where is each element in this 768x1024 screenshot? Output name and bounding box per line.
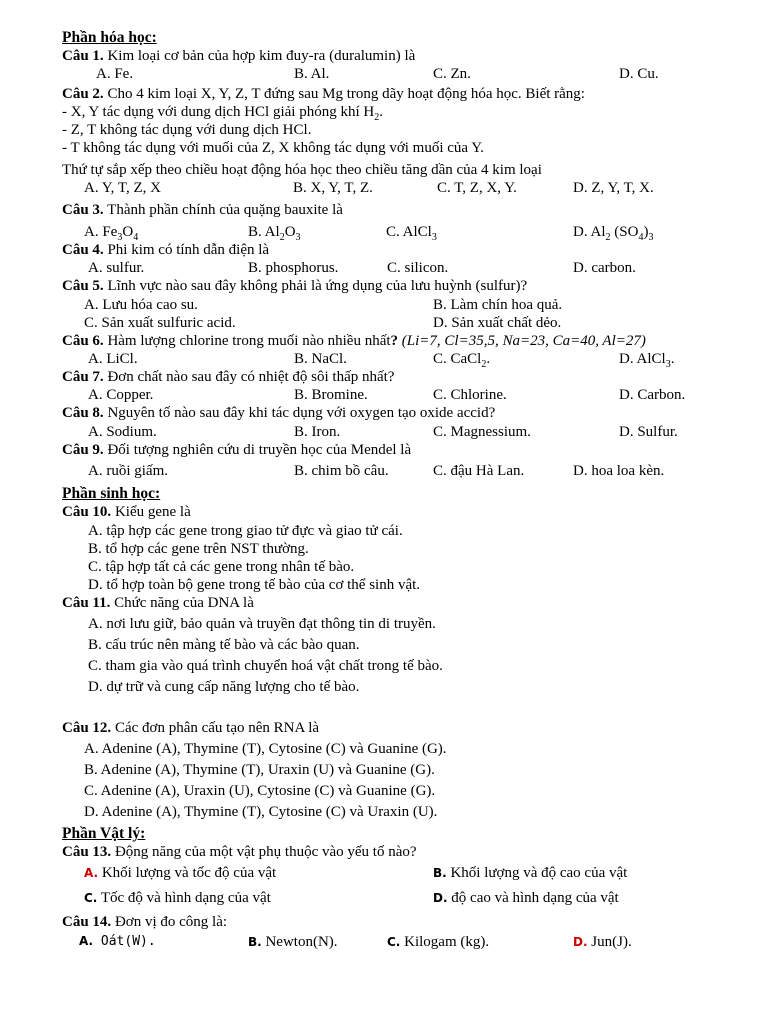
q2-option-d: D. Z, Y, T, X. — [573, 180, 654, 196]
q7-option-d: D. Carbon. — [619, 387, 686, 403]
q3-option-a: A. $Fe_3O_4$ — [84, 224, 139, 243]
q13-option-d: D. độ cao và hình dạng của vật — [433, 890, 619, 906]
question-3 — [62, 201, 343, 219]
phys-heading: Phần Vật lý: — [62, 825, 146, 842]
q3-option-c: C. AlCl$_3$ — [386, 224, 437, 243]
q9-option-d: D. hoa loa kèn. — [573, 463, 665, 479]
q3-option-b: B. $Al_2O_3$ — [248, 224, 301, 243]
q5-option-a: A. Lưu hóa cao su. — [84, 297, 198, 313]
q10-option-d: D. tổ hợp toàn bộ gene trong tế bào của cơ thể sinh vật. — [88, 577, 421, 593]
q4-option-a: A. sulfur. — [88, 260, 145, 276]
q2-option-a: A. Y, T, Z, X — [84, 180, 161, 196]
question-2 — [62, 85, 585, 103]
q11-num: Câu 11. — [62, 595, 111, 611]
q11-option-c: C. tham gia vào quá trình chuyển hoá vật chất trong tế bào. — [88, 658, 443, 674]
q12-option-c: C. Adenine (A), Uraxin (U), Cytosine (C) và Guanine (G). — [84, 783, 436, 799]
q2-condition-2: - Z, T không tác dụng với dung dịch HCl. — [62, 122, 312, 138]
q2-num: Câu 2. — [62, 86, 104, 102]
q14-option-a: A. Oát(W). — [79, 934, 156, 949]
q12-option-b: B. Adenine (A), Thymine (T), Uraxin (U) và Guanine (G). — [84, 762, 435, 778]
question-6: Câu 6. Hàm lượng chlorine trong muối nào nhiều nhất? (Li=7, Cl=35,5, Na=23, Ca=40, Al=27) — [62, 333, 646, 349]
question-11 — [62, 594, 254, 612]
q1-num: Câu 1. — [62, 48, 104, 64]
q2-option-c: C. T, Z, X, Y. — [437, 180, 517, 196]
q10-option-b: B. tổ hợp các gene trên NST thường. — [88, 541, 309, 557]
q14-num: Câu 14. — [62, 914, 112, 930]
q14-option-b: B. Newton(N). — [248, 934, 338, 950]
q1-option-b: B. Al. — [294, 66, 330, 82]
q14-option-c: C. Kilogam (kg). — [387, 934, 490, 950]
q2-condition-3: - T không tác dụng với muối của Z, X không tác dụng với muối của Y. — [62, 140, 484, 156]
q12-text: Các đơn phân cấu tạo nên RNA là — [111, 720, 320, 736]
q7-text: Đơn chất nào sau đây có nhiệt độ sôi thấp nhất? — [103, 369, 395, 385]
chem-heading: Phần hóa học: — [62, 29, 157, 46]
q6-num: Câu 6. — [62, 333, 104, 349]
q7-option-b: B. Bromine. — [294, 387, 368, 403]
q10-option-a: A. tập hợp các gene trong giao tử đực và giao tử cái. — [88, 523, 403, 539]
q1-text: Kim loại cơ bản của hợp kim đuy-ra (duralumin) là — [103, 48, 416, 64]
q11-text: Chức năng của DNA là — [110, 595, 254, 611]
q8-text: Nguyên tố nào sau đây khi tác dụng với oxygen tạo oxide accid? — [103, 405, 496, 421]
question-5 — [62, 277, 527, 295]
q9-num: Câu 9. — [62, 442, 104, 458]
q4-text: Phi kim có tính dẫn điện là — [103, 242, 270, 258]
q1-option-d: D. Cu. — [619, 66, 659, 82]
q3-num: Câu 3. — [62, 202, 104, 218]
q8-num: Câu 8. — [62, 405, 104, 421]
q12-num: Câu 12. — [62, 720, 112, 736]
bio-heading: Phần sinh học: — [62, 485, 161, 502]
q4-num: Câu 4. — [62, 242, 104, 258]
q9-option-b: B. chim bồ câu. — [294, 463, 389, 479]
q10-option-c: C. tập hợp tất cả các gene trong nhân tế bào. — [88, 559, 355, 575]
q11-option-a: A. nơi lưu giữ, bảo quản và truyền đạt thông tin di truyền. — [88, 616, 436, 632]
q13-num: Câu 13. — [62, 844, 112, 860]
q7-option-a: A. Copper. — [88, 387, 154, 403]
q1-option-c: C. Zn. — [433, 66, 471, 82]
q7-option-c: C. Chlorine. — [433, 387, 507, 403]
q9-option-a: A. ruồi giấm. — [88, 463, 168, 479]
q3-text: Thành phần chính của quặng bauxite là — [103, 202, 343, 218]
q13-option-c: C. Tốc độ và hình dạng của vật — [84, 890, 271, 906]
q6-option-b: B. NaCl. — [294, 351, 347, 367]
question-4 — [62, 241, 269, 259]
q14-text: Đơn vị đo công là: — [111, 914, 228, 930]
q6-option-d: D. AlCl$_3$. — [619, 351, 675, 370]
q2-text: Cho 4 kim loại X, Y, Z, T đứng sau Mg trong dãy hoạt động hóa học. Biết rằng: — [103, 86, 585, 102]
q10-num: Câu 10. — [62, 504, 112, 520]
question-7 — [62, 368, 394, 386]
q14-option-d: D. Jun(J). — [573, 934, 632, 950]
q11-option-b: B. cấu trúc nên màng tế bào và các bào quan. — [88, 637, 360, 653]
q8-option-a: A. Sodium. — [88, 424, 157, 440]
q8-option-b: B. Iron. — [294, 424, 341, 440]
q4-option-c: C. silicon. — [387, 260, 449, 276]
q8-option-d: D. Sulfur. — [619, 424, 678, 440]
question-8 — [62, 404, 495, 422]
q6-option-a: A. LiCl. — [88, 351, 138, 367]
question-14 — [62, 913, 227, 931]
question-10 — [62, 503, 191, 521]
q6-text: Hàm lượng chlorine trong muối nào nhiều nhất — [103, 333, 391, 349]
q13-option-b: B. Khối lượng và độ cao của vật — [433, 865, 628, 881]
q5-num: Câu 5. — [62, 278, 104, 294]
q6-atomic-masses: (Li=7, Cl=35,5, Na=23, Ca=40, Al=27) — [398, 333, 646, 349]
q3-option-d: D. $Al_2$ $(SO_4)_3$ — [573, 224, 654, 243]
q2-condition-1: - X, Y tác dụng với dung dịch HCl giải phóng khí $H_2$. — [62, 104, 383, 123]
q11-option-d: D. dự trữ và cung cấp năng lượng cho tế bào. — [88, 679, 360, 695]
q5-text: Lĩnh vực nào sau đây không phải là ứng dụng của lưu huỳnh (sulfur)? — [103, 278, 528, 294]
q13-text: Động năng của một vật phụ thuộc vào yếu tố nào? — [111, 844, 417, 860]
q7-num: Câu 7. — [62, 369, 104, 385]
question-12 — [62, 719, 319, 737]
q10-text: Kiểu gene là — [111, 504, 191, 520]
q12-option-d: D. Adenine (A), Thymine (T), Cytosine (C) và Uraxin (U). — [84, 804, 438, 820]
q5-option-c: C. Sản xuất sulfuric acid. — [84, 315, 236, 331]
q5-option-b: B. Làm chín hoa quả. — [433, 297, 563, 313]
question-1 — [62, 47, 415, 65]
question-13 — [62, 843, 417, 861]
q2-option-b: B. X, Y, T, Z. — [293, 180, 373, 196]
q12-option-a: A. Adenine (A), Thymine (T), Cytosine (C) và Guanine (G). — [84, 741, 447, 757]
q4-option-d: D. carbon. — [573, 260, 636, 276]
q13-option-a: A. Khối lượng và tốc độ của vật — [84, 865, 277, 881]
q1-option-a: A. Fe. — [96, 66, 134, 82]
q9-option-c: C. đậu Hà Lan. — [433, 463, 525, 479]
q8-option-c: C. Magnessium. — [433, 424, 531, 440]
q9-text: Đối tượng nghiên cứu di truyền học của Mendel là — [103, 442, 412, 458]
q4-option-b: B. phosphorus. — [248, 260, 339, 276]
q2-prompt: Thứ tự sắp xếp theo chiều hoạt động hóa học theo chiều tăng dần của 4 kim loại — [62, 162, 542, 178]
q6-option-c: C. CaCl$_2$. — [433, 351, 491, 370]
q5-option-d: D. Sản xuất chất dẻo. — [433, 315, 562, 331]
question-9 — [62, 441, 411, 459]
